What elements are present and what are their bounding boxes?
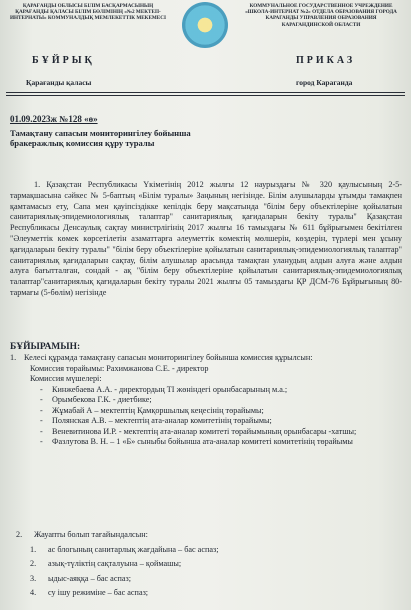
- responsible-item: 1. ас блогының санитарлық жағдайына – бас аспаз;: [30, 544, 219, 554]
- item1-text: Келесі құрамда тамақтану сапасын мониторингілеу бойынша комиссия құрылсын:: [24, 353, 313, 362]
- commission-list: [10, 353, 402, 448]
- list-item: 1. Келесі құрамда тамақтану сапасын мониторингілеу бойынша комиссия құрылсын:: [10, 353, 313, 362]
- header-divider-2: [6, 95, 405, 96]
- order-date-number: 01.09.2023ж №128 «ө»: [10, 114, 98, 124]
- responsible-item: 2. азық-түліктің сақталуына – қоймашы;: [30, 559, 182, 569]
- order-label-kz: БҰЙРЫҚ: [32, 55, 95, 66]
- responsible-item: 3. ыдыс-аяққа – бас аспаз;: [30, 573, 131, 583]
- order-title: Тамақтану сапасын мониторингілеу бойынша бракеражлық комиссия құру туралы: [10, 128, 191, 149]
- state-emblem-icon: [182, 2, 228, 48]
- item2-text: Жауапты болып тағайындалсын:: [34, 530, 148, 539]
- header-left-org: ҚАРАҒАНДЫ ОБЛЫСЫ БІЛІМ БАСҚАРМАСЫНЫҢ ҚАРАҒАНДЫ ҚАЛАСЫ БІЛІМ БӨЛІМІНІҢ «№2 МЕКТЕП-ИНТЕРНАТЫ» КОММУНАЛДЫҚ МЕМЛЕКЕТТІК МЕКЕМЕСІ: [9, 3, 167, 22]
- responsible-item: 4. су ішу режиміне – бас аспаз;: [30, 588, 149, 598]
- city-ru: город Караганда: [296, 78, 353, 87]
- list-item: 2. Жауапты болып тағайындалсын:: [10, 528, 402, 543]
- order-label-ru: ПРИКАЗ: [296, 55, 356, 66]
- member-item: - Жұмабай А – мектептің Қамқоршылық кеңесінің төрайымы;: [40, 405, 264, 415]
- order-body: [10, 180, 402, 299]
- member-item: - Полянская А.В. – мектептің ата-аналар комитетінің төрайымы;: [40, 416, 272, 425]
- member-item: - Кинжебаева А.А. - директордың ТІ жөніндегі орынбасарының м.а.;: [40, 384, 288, 394]
- preamble-paragraph: 1. Қазақстан Республикасы Үкіметінің 2012 жылғы 12 наурыздағы № 320 қаулысының 2-5-тармақшасына сәйкес № 5-баптың «Білім туралы» Заңының негізінде. Білім алушыларды ұтымды тамақпен қамтамасыз ету, Сапа мен қауіпсіздікке кепілдік беру мақсатында "білім беру объектілеріне қойылатын санитариялық-эпидемиологиялық талаптар" санитариялық қағидаларын бекіту туралы" Қазақстан Республикасы Денсаулық сақтау министрлігінің 2017 жылғы 16 тамыздағы № 611 бұйрығымен бекітілген "Әлеуметтік көмек көрсетілетін азаматтарға әлеуметтік көмектің мөлшерін, көздерін, түрлері мен ұсыну қағидаларын бекіту туралы" "білім беру объектілеріне қойылатын санитариялық-эпидемиологиялық талаптар" санитариялық қағидаларын сақтау, білім алушылар арасында тамақтан уланудың алдын алуға және алдын алуға бағытталған, сондай - ақ "білім беру объектілеріне қойылатын санитариялық-эпидемиологиялық талаптар"санитариялық қағидаларын бекіту туралы 2021 жылғы 05 тамыздағы ҚР ДСМ-76 Бұйрығының 80-тармағы (5-бөлім) негізінде: [10, 180, 402, 297]
- header-right-org: КОММУНАЛЬНОЕ ГОСУДАРСТВЕННОЕ УЧРЕЖДЕНИЕ «ШКОЛА-ИНТЕРНАТ №2» ОТДЕЛА ОБРАЗОВАНИЯ ГОРОДА КАРАГАНДЫ УПРАВЛЕНИЯ ОБРАЗОВАНИЯ КАРАГАНДИНСКОЙ ОБЛАСТИ: [245, 3, 397, 28]
- commission-chair: Комиссия төрайымы: Рахимжанова С.Е. - директор: [30, 363, 209, 373]
- member-item: - Орымбекова Г.К. - диетбике;: [40, 395, 152, 404]
- header-divider: [6, 92, 405, 93]
- member-item: - Фазлутова В. Н. – 1 «Б» сыныбы бойынша ата-аналар комитеті комитетінің төрайымы: [40, 437, 353, 446]
- city-kz: Қарағанды қаласы: [26, 78, 92, 87]
- members-label: Комиссия мүшелері:: [30, 374, 102, 383]
- responsibles-list: [10, 528, 402, 601]
- member-item: - Веневитинова И.Р. - мектептің ата-аналар комитеті төрайымының орынбасары -хатшы;: [40, 426, 357, 436]
- order-keyword: БҰЙЫРАМЫН:: [10, 342, 81, 352]
